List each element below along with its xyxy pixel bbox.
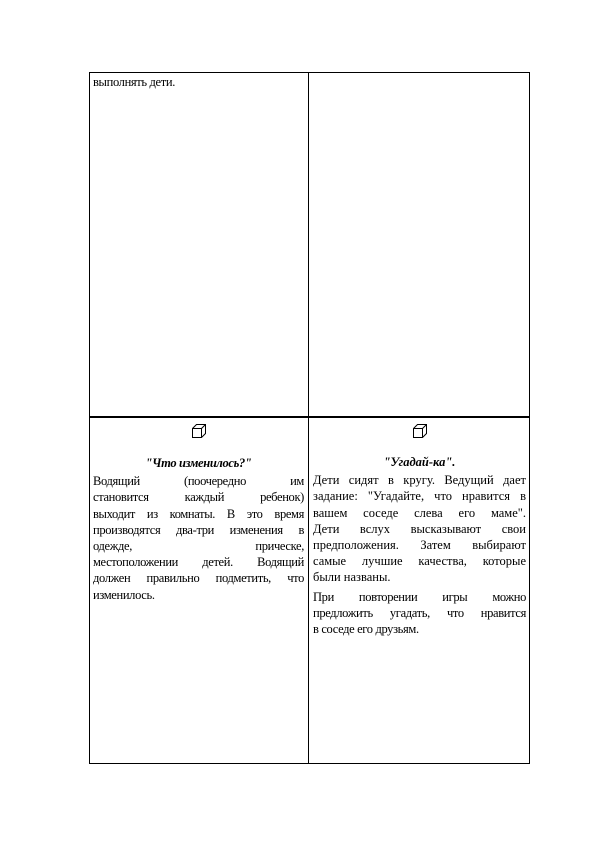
game-title: "Угадай-ка".	[383, 455, 456, 469]
text-line: местоположении детей. Водящий	[93, 555, 304, 570]
text-line: предложить угадать, что нравится	[313, 605, 526, 620]
cube-icon	[191, 423, 207, 439]
cell-game-guess	[313, 421, 526, 637]
text-line: одежде, прическе,	[93, 539, 304, 554]
text-line: выходит из комнаты. В это время	[93, 506, 304, 521]
cell-top-left	[93, 74, 305, 90]
text-line: должен правильно подметить, что	[93, 571, 304, 586]
cube-icon-wrapper	[93, 421, 304, 445]
cube-icon-wrapper	[313, 421, 526, 445]
continuation-text: выполнять дети.	[93, 75, 175, 89]
text-line: Водящий (поочередно им	[93, 474, 304, 489]
cell-game-what-changed	[93, 421, 304, 603]
text-line: изменилось.	[93, 587, 155, 602]
table-column-divider	[308, 72, 309, 764]
text-line: становится каждый ребенок)	[93, 490, 304, 505]
games-table	[89, 72, 530, 764]
game-note	[313, 589, 526, 638]
text-line: производятся два-три изменения в	[93, 522, 304, 537]
game-title: "Что изменилось?"	[145, 456, 252, 470]
game-description	[93, 473, 304, 603]
text-line: предположения. Затем выбирают	[313, 538, 526, 553]
text-line: задание: "Угадайте, что нравится в	[313, 489, 526, 504]
table-row-divider	[89, 416, 530, 418]
cube-icon	[412, 423, 428, 439]
text-line: в соседе его друзьям.	[313, 622, 419, 637]
text-line: Дети вслух высказывают свои	[313, 521, 526, 536]
text-line: вашем соседе слева его маме".	[313, 505, 526, 520]
text-line: При повторении игры можно	[313, 589, 526, 604]
game-description	[313, 472, 526, 585]
text-line: были названы.	[313, 570, 391, 585]
text-line: самые лучшие качества, которые	[313, 554, 526, 569]
text-line: Дети сидят в кругу. Ведущий дает	[313, 473, 526, 488]
